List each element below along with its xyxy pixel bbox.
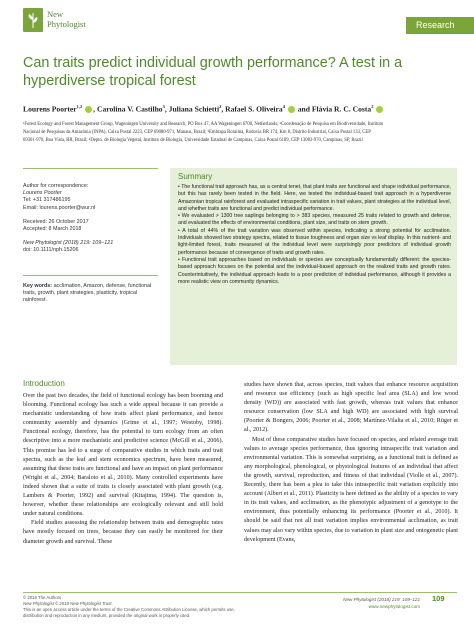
keywords-text: acclimation, Amazon, defense, functional traits, growth, plant strategies, plasticity, tropical rainforest.	[23, 283, 152, 304]
summary-title: Summary	[178, 172, 213, 181]
accepted-date: Accepted: 8 March 2018	[23, 226, 82, 233]
footer-license-line: distribution and reproduction in any medium, provided the original work is properly cited.	[23, 613, 191, 618]
keywords	[23, 283, 156, 305]
keywords-label: Key words:	[23, 283, 53, 289]
author-and: and	[297, 104, 310, 114]
corr-label: Author for correspondence:	[23, 183, 89, 189]
affiliation-line: 69301-970, Boa Vista, RR, Brazil; ⁴Depto. de Biologia Vegetal, Instituto de Biologia, Universidade Estadual de Campinas, Caixa Postal 6109, CEP 13083-970, Campinas, SP, Brazil	[23, 137, 363, 143]
corr-email[interactable]: Email: lourens.poorter@wur.nl	[23, 204, 96, 211]
author-4-sup: 4	[282, 104, 285, 109]
journal-name-line1: New	[47, 9, 64, 19]
author-3-sup: 2	[219, 104, 222, 109]
footer-copyright: © 2018 The Authors	[23, 595, 62, 600]
journal-logo	[23, 8, 43, 32]
body-paragraph: Field studies assessing the relationship between traits and demographic rates have mostly focused on trees, because they can easily be monitored for their diameter growth and survival. These	[23, 520, 223, 545]
author-1: Lourens Poorter	[23, 104, 77, 114]
journal-name-line2: Phytologist	[47, 19, 86, 29]
orcid-icon[interactable]	[288, 106, 295, 113]
affiliation-line: Nacional de Pesquisas da Amazônia (INPA), Caixa Postal 2223, CEP 69080-971, Manaus, Brazil; ³Embrapa Roraima, Rodovia BR 174, Km 8, Distrito Industrial, Caixa Postal 133, CEP	[23, 129, 371, 135]
footer-journal-citation: New Phytologist (2018) 219: 109–121	[343, 597, 420, 602]
footer-citation	[330, 596, 420, 610]
footer-license	[23, 595, 293, 619]
journal-name	[47, 9, 86, 29]
author-2-sup: 3	[162, 104, 165, 109]
summary-bullet: • The functional trait approach has, as a central tenet, that plant traits are functional and shape individual performance, but this has rarely been tested in the field. Here, we tested the individual-based trait approach in a hyperdiverse Amazonian tropical rainforest and evaluated intraspecific variation in trait values, plant strategies at the individual level, and whether traits are functional and predict individual performance.	[178, 184, 451, 212]
author-2: Carolina V. Castilho	[96, 104, 163, 114]
body-column-right	[244, 381, 458, 545]
orcid-icon[interactable]	[376, 106, 383, 113]
body-column-left	[23, 392, 223, 547]
footer-copyright-trust: New Phytologist © 2018 New Phytologist Trust	[23, 601, 112, 606]
correspondence-block	[23, 183, 158, 255]
footer-license-line: This is an open access article under the terms of the Creative Commons Attribution License, which permits use,	[23, 607, 235, 612]
divider	[23, 275, 158, 276]
author-4: Rafael S. Oliveira	[225, 104, 283, 114]
received-date: Received: 26 October 2017	[23, 218, 89, 225]
section-tab: Research	[406, 17, 474, 34]
body-paragraph: studies have shown that, across species, trait values that enhance resource acquisition and resource use efficiency (such as high specific leaf area (SLA) and low wood density (WD)) are associated with fast growth, whereas trait values that enhance resource conservation (low SLA and high WD) are associated with high survival (Poorter & Bongers, 2006; Poorter et al., 2008; Martínez-Vilalta et al., 2010; Rüger et al., 2012).	[244, 382, 458, 434]
corr-tel: Tel: +31 317486195	[23, 197, 71, 204]
summary-bullet: • Functional trait approaches based on individuals or species are conceptually fundamentally different: the species-based approach focuses on the potential and the individual-based approach on the realized traits and growth rates. Counterintuitively, the individual approach leads to a poor prediction of individual performance, although it provides a more realistic view on community dynamics.	[178, 256, 451, 285]
citation: New Phytologist (2018) 219: 109–121	[23, 240, 114, 247]
introduction-heading: Introduction	[23, 379, 65, 388]
footer-url[interactable]: www.newphytologist.com	[368, 604, 420, 609]
author-1-sup: 1,2	[76, 104, 83, 109]
footer-divider	[23, 592, 457, 593]
author-5-sup: 2	[371, 104, 374, 109]
summary-bullet: • A total of 44% of the trait variation was observed within species, indicating a strong potential for acclimation. Individuals showed two strategy spectra, related to tissue toughness and organ size vs leaf display. In this nutrient- and light-limited forest, traits measured at the individual level were surprisingly poor predictors of individual growth performance because of convergence of traits and growth rates.	[178, 227, 451, 256]
body-paragraph: Most of these comparative studies have focused on species, and related average trait values to average species performance, thus ignoring intraspecific trait variation and environmental variation. This is somewhat surprising, as a functional trait is defined as any morphological, phenological, or physiological features of an individual that affect the growth, survival, reproduction, and fitness of that individual (Violle et al., 2007). Recently, there has been a plea to take this intraspecific trait variation explicitly into account (Albert et al., 2011). Plasticity is here defined as the ability of a species to vary in its trait values, and acclimation, as the phenotypic adjustment of a genotype to the environment, thus potentially enhancing its performance (Poorter et al., 2010). It should be said that not all trait variation implies environmental acclimation, as trait values may also vary within species, due to variation in plant size and ontogenetic plant development (Evans,	[244, 436, 458, 543]
author-list: Lourens Poorter$^{1,2}$ , Carolina V. Castilho$^3$, Juliana Schietti$^2$, Rafael S. Oliveira$^4$ and Flávia R. C. Costa$^2$	[23, 104, 453, 114]
leaf-icon	[26, 11, 40, 29]
affiliations	[23, 121, 453, 144]
doi-link[interactable]: doi: 10.1111/nph.15206	[23, 247, 79, 254]
article-title: Can traits predict individual growth performance? A test in a hyperdiverse tropical forest	[23, 55, 403, 89]
corr-name: Lourens Poorter	[23, 190, 62, 197]
author-3: Juliana Schietti	[168, 104, 220, 114]
summary-text	[178, 184, 451, 286]
page-number: 109	[432, 594, 445, 603]
divider	[23, 168, 158, 169]
body-paragraph: Over the past two decades, the field of functional ecology has been booming and blooming. Functional ecology has such a wide appeal because it can provide a mechanistic understanding of how traits affect plant performance, and hence community assembly and dynamics (Grime et al., 1997; Westoby, 1998). Functional ecology, therefore, has the potential to turn ecology from an often descriptive into a more mechanistic and predictive science (McGill et al., 2006). This promise has led to a surge of comparative studies in which traits and trait spectra, such as the leaf and stem economics spectrum, have been measured, assuming that these traits are functional and have an impact on plant performance (Wright et al., 2004; Baraloto et al., 2010). Many controlled experiments have indeed shown that a suite of traits is closely associated with plant growth (e.g. Lambers & Poorter, 1992) and survival (Kitajima, 1994). The question is, however, whether these relationships are ecologically relevant and still hold under natural conditions.	[23, 393, 223, 518]
orcid-icon[interactable]	[85, 106, 92, 113]
summary-bullet: • We evaluated > 1300 tree saplings belonging to > 383 species, measured 25 traits related to growth and defense, and evaluated the effects of environmental conditions, plant size, and traits on stem growth.	[178, 213, 451, 227]
affiliation-line: ¹Forest Ecology and Forest Management Group, Wageningen University and Research, PO Box 47, AA Wageningen 6700, Netherlands; ²Coordenação de Pesquisa em Biodiversidade, Instituto	[23, 122, 384, 127]
author-5: Flávia R. C. Costa	[311, 104, 372, 114]
